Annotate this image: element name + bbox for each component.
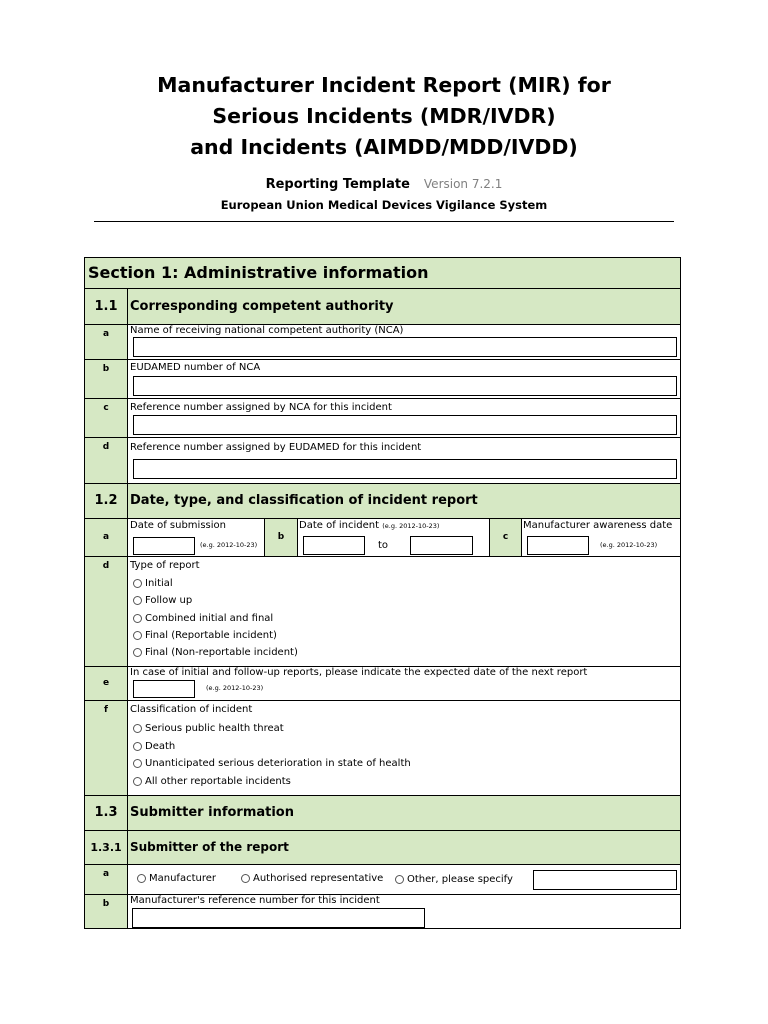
- row-1-1-a: [128, 325, 680, 360]
- template-subtitle: [0, 177, 768, 192]
- submitter-other-label: Other, please specify: [407, 874, 513, 885]
- awareness-date-label: Manufacturer awareness date: [523, 520, 673, 531]
- subsection-1-2-number: 1.2: [85, 484, 128, 519]
- version-label: Version 7.2.1: [423, 177, 503, 191]
- awareness-date-cell: [522, 519, 680, 557]
- awareness-date-input[interactable]: [527, 536, 589, 555]
- report-type-final-reportable-label: Final (Reportable incident): [145, 630, 277, 641]
- classification-serious-threat-label: Serious public health threat: [145, 723, 284, 734]
- manufacturer-reference-input[interactable]: [132, 908, 425, 928]
- submitter-other-input[interactable]: [533, 870, 677, 890]
- header-divider: [94, 221, 674, 222]
- row-letter-1-1-d: d: [85, 438, 128, 484]
- submitter-other-radio[interactable]: [395, 874, 513, 885]
- radio-circle-icon: [137, 874, 146, 883]
- row-letter-1-3-1-b: b: [85, 895, 128, 928]
- nca-reference-input[interactable]: [133, 415, 677, 435]
- subsection-1-1-title: Corresponding competent authority: [128, 289, 680, 325]
- eudamed-reference-label: Reference number assigned by EUDAMED for this incident: [130, 442, 422, 453]
- subsection-1-1-number: 1.1: [85, 289, 128, 325]
- submission-date-example: (e.g. 2012-10-23): [200, 541, 258, 549]
- row-letter-1-2-a: a: [85, 519, 128, 557]
- row-letter-1-2-c: c: [489, 519, 522, 557]
- radio-circle-icon: [133, 742, 142, 751]
- eudamed-reference-input[interactable]: [133, 459, 677, 479]
- row-letter-1-1-c: c: [85, 399, 128, 438]
- type-of-report-label: Type of report: [130, 560, 200, 571]
- nca-name-input[interactable]: [133, 337, 677, 357]
- report-type-final-non-reportable-label: Final (Non-reportable incident): [145, 647, 298, 658]
- row-letter-1-2-e: e: [85, 667, 128, 701]
- title-line-1: Manufacturer Incident Report (MIR) for: [157, 73, 611, 97]
- report-type-final-reportable-radio[interactable]: [133, 630, 277, 641]
- submitter-manufacturer-radio[interactable]: [137, 873, 216, 884]
- submission-date-label: Date of submission: [130, 520, 226, 531]
- submitter-authorised-rep-radio[interactable]: [241, 873, 383, 884]
- classification-cell: [128, 701, 680, 796]
- incident-date-to-input[interactable]: [410, 536, 473, 555]
- next-report-cell: [128, 667, 680, 701]
- incident-date-example: (e.g. 2012-10-23): [382, 522, 440, 530]
- row-letter-1-3-1-a: a: [85, 865, 128, 895]
- incident-date-label-text: Date of incident: [299, 520, 380, 531]
- report-type-final-non-reportable-radio[interactable]: [133, 647, 298, 658]
- submitter-manufacturer-label: Manufacturer: [149, 873, 216, 884]
- radio-circle-icon: [241, 874, 250, 883]
- report-type-initial-radio[interactable]: [133, 578, 173, 589]
- incident-date-to-label: to: [378, 540, 389, 551]
- submission-date-cell: [128, 519, 264, 557]
- manufacturer-reference-label: Manufacturer's reference number for this incident: [130, 895, 380, 906]
- radio-circle-icon: [133, 648, 142, 657]
- nca-name-label: Name of receiving national competent authority (NCA): [130, 325, 404, 336]
- classification-deterioration-label: Unanticipated serious deterioration in state of health: [145, 758, 411, 769]
- report-title: [0, 70, 768, 163]
- eudamed-nca-label: EUDAMED number of NCA: [130, 362, 261, 373]
- next-report-label: In case of initial and follow-up reports, please indicate the expected date of the next report: [130, 667, 588, 678]
- template-label: Reporting Template: [265, 177, 410, 192]
- report-type-initial-label: Initial: [145, 578, 173, 589]
- incident-date-label: [299, 520, 439, 531]
- type-of-report-cell: [128, 557, 680, 667]
- radio-circle-icon: [395, 875, 404, 884]
- row-letter-1-1-a: a: [85, 325, 128, 360]
- classification-deterioration-radio[interactable]: [133, 758, 411, 769]
- row-1-1-b: [128, 360, 680, 399]
- nca-reference-label: Reference number assigned by NCA for this incident: [130, 402, 392, 413]
- report-type-combined-radio[interactable]: [133, 613, 273, 624]
- next-report-example: (e.g. 2012-10-23): [206, 684, 264, 692]
- row-1-1-d: [128, 438, 680, 484]
- section-1-title: Section 1: Administrative information: [85, 258, 680, 289]
- row-letter-1-2-f: f: [85, 701, 128, 796]
- radio-circle-icon: [133, 724, 142, 733]
- subsection-1-3-1-title: Submitter of the report: [128, 831, 680, 865]
- radio-circle-icon: [133, 579, 142, 588]
- row-letter-1-1-b: b: [85, 360, 128, 399]
- radio-circle-icon: [133, 759, 142, 768]
- radio-circle-icon: [133, 596, 142, 605]
- classification-death-label: Death: [145, 741, 176, 752]
- classification-other-radio[interactable]: [133, 776, 291, 787]
- radio-circle-icon: [133, 614, 142, 623]
- subsection-1-3-title: Submitter information: [128, 796, 680, 831]
- incident-date-cell: [298, 519, 489, 557]
- incident-date-from-input[interactable]: [303, 536, 365, 555]
- title-line-2: Serious Incidents (MDR/IVDR): [212, 104, 556, 128]
- row-1-1-c: [128, 399, 680, 438]
- eudamed-nca-input[interactable]: [133, 376, 677, 396]
- radio-circle-icon: [133, 777, 142, 786]
- classification-serious-threat-radio[interactable]: [133, 723, 284, 734]
- report-type-combined-label: Combined initial and final: [145, 613, 274, 624]
- system-name: European Union Medical Devices Vigilance System: [220, 198, 548, 212]
- subsection-1-2-title: Date, type, and classification of incident report: [128, 484, 680, 519]
- next-report-date-input[interactable]: [133, 680, 195, 698]
- classification-label: Classification of incident: [130, 704, 253, 715]
- awareness-date-example: (e.g. 2012-10-23): [600, 541, 658, 549]
- subsection-1-3-number: 1.3: [85, 796, 128, 831]
- manufacturer-reference-cell: [128, 895, 680, 928]
- submitter-type-cell: [128, 865, 680, 895]
- row-letter-1-2-b: b: [264, 519, 298, 557]
- submission-date-input[interactable]: [133, 537, 195, 555]
- section-1-form: [84, 257, 681, 929]
- report-type-follow-up-radio[interactable]: [133, 595, 192, 606]
- classification-other-label: All other reportable incidents: [145, 776, 291, 787]
- title-line-3: and Incidents (AIMDD/MDD/IVDD): [190, 135, 578, 159]
- row-letter-1-2-d: d: [85, 557, 128, 667]
- radio-circle-icon: [133, 631, 142, 640]
- report-type-follow-up-label: Follow up: [145, 595, 193, 606]
- classification-death-radio[interactable]: [133, 741, 175, 752]
- submitter-authorised-rep-label: Authorised representative: [253, 873, 384, 884]
- subsection-1-3-1-number: 1.3.1: [85, 831, 128, 865]
